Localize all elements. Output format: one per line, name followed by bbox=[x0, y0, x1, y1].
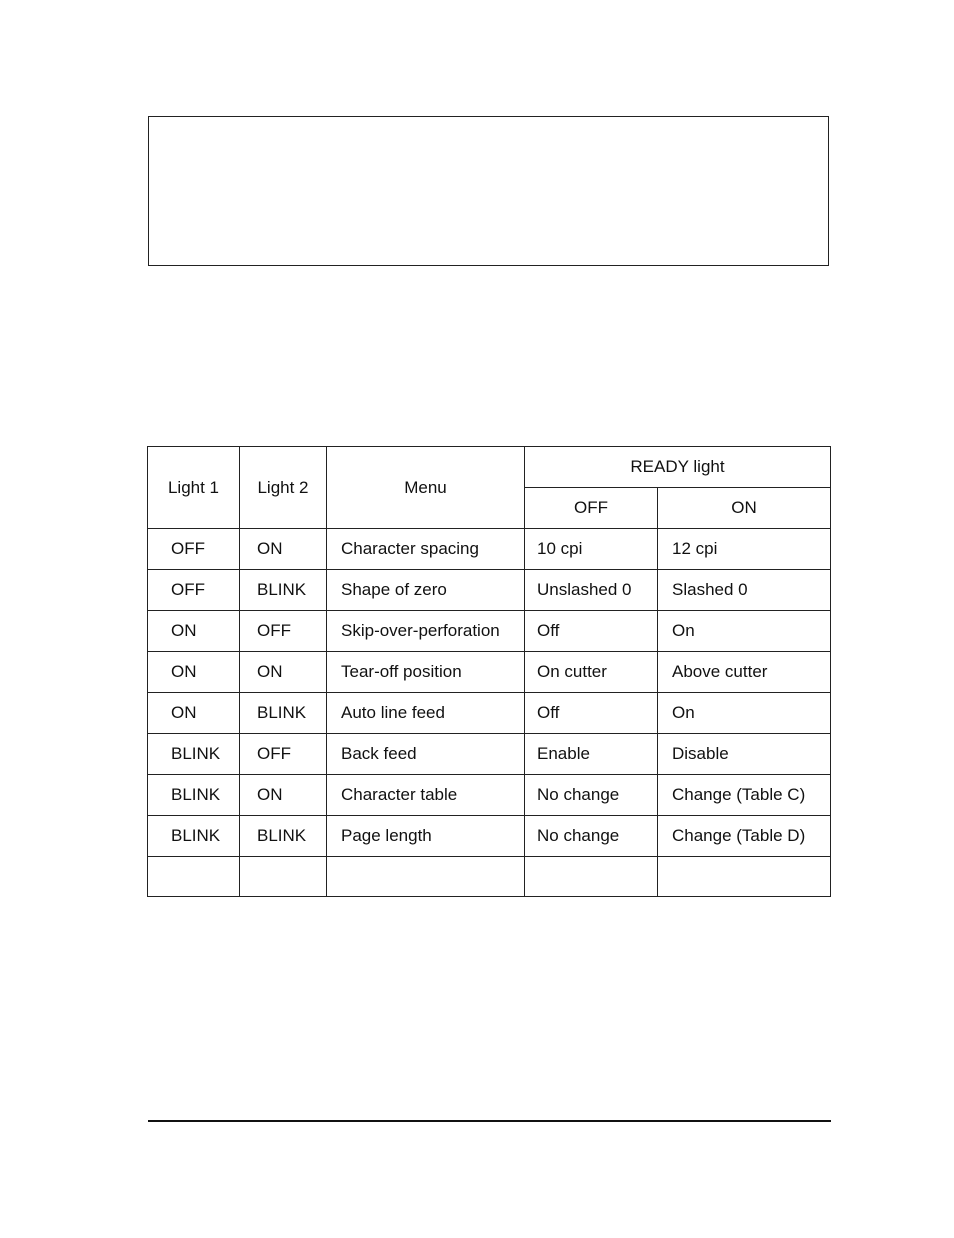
cell-empty bbox=[240, 857, 327, 897]
cell-light2: BLINK bbox=[240, 693, 327, 734]
cell-off: No change bbox=[525, 775, 658, 816]
cell-on: Slashed 0 bbox=[658, 570, 831, 611]
cell-light1: BLINK bbox=[148, 775, 240, 816]
cell-light1: OFF bbox=[148, 570, 240, 611]
cell-light2: OFF bbox=[240, 734, 327, 775]
cell-off: Off bbox=[525, 611, 658, 652]
cell-light1: BLINK bbox=[148, 816, 240, 857]
table-row bbox=[148, 693, 831, 734]
cell-off: Unslashed 0 bbox=[525, 570, 658, 611]
cell-off: No change bbox=[525, 816, 658, 857]
cell-light1: ON bbox=[148, 611, 240, 652]
cell-light2: ON bbox=[240, 652, 327, 693]
table-row bbox=[148, 816, 831, 857]
header-ready-light: READY light bbox=[525, 447, 831, 488]
header-ready-off: OFF bbox=[525, 488, 658, 529]
default-settings-table bbox=[147, 446, 831, 897]
cell-on: Disable bbox=[658, 734, 831, 775]
cell-light2: ON bbox=[240, 529, 327, 570]
table-row bbox=[148, 652, 831, 693]
table-row bbox=[148, 611, 831, 652]
header-menu: Menu bbox=[327, 447, 525, 529]
note-box bbox=[148, 116, 829, 266]
cell-empty bbox=[525, 857, 658, 897]
footer-rule bbox=[148, 1120, 831, 1122]
cell-menu: Auto line feed bbox=[327, 693, 525, 734]
cell-empty bbox=[658, 857, 831, 897]
cell-empty bbox=[148, 857, 240, 897]
table-row bbox=[148, 775, 831, 816]
cell-empty bbox=[327, 857, 525, 897]
cell-light1: OFF bbox=[148, 529, 240, 570]
header-light-1: Light 1 bbox=[148, 447, 240, 529]
cell-light1: BLINK bbox=[148, 734, 240, 775]
table-header-row bbox=[148, 447, 831, 488]
cell-on: On bbox=[658, 611, 831, 652]
cell-light2: ON bbox=[240, 775, 327, 816]
cell-light1: ON bbox=[148, 652, 240, 693]
header-ready-on: ON bbox=[658, 488, 831, 529]
table-row bbox=[148, 734, 831, 775]
cell-light1: ON bbox=[148, 693, 240, 734]
cell-on: Change (Table D) bbox=[658, 816, 831, 857]
cell-off: Enable bbox=[525, 734, 658, 775]
cell-menu: Skip-over-perforation bbox=[327, 611, 525, 652]
table-row bbox=[148, 529, 831, 570]
cell-menu: Tear-off position bbox=[327, 652, 525, 693]
header-light-2: Light 2 bbox=[240, 447, 327, 529]
cell-off: Off bbox=[525, 693, 658, 734]
cell-menu: Page length bbox=[327, 816, 525, 857]
cell-on: On bbox=[658, 693, 831, 734]
cell-on: Change (Table C) bbox=[658, 775, 831, 816]
cell-on: 12 cpi bbox=[658, 529, 831, 570]
cell-menu: Shape of zero bbox=[327, 570, 525, 611]
cell-off: 10 cpi bbox=[525, 529, 658, 570]
cell-menu: Character spacing bbox=[327, 529, 525, 570]
cell-menu: Character table bbox=[327, 775, 525, 816]
cell-off: On cutter bbox=[525, 652, 658, 693]
cell-light2: BLINK bbox=[240, 816, 327, 857]
cell-on: Above cutter bbox=[658, 652, 831, 693]
cell-light2: BLINK bbox=[240, 570, 327, 611]
table-row-empty bbox=[148, 857, 831, 897]
cell-menu: Back feed bbox=[327, 734, 525, 775]
cell-light2: OFF bbox=[240, 611, 327, 652]
table-row bbox=[148, 570, 831, 611]
